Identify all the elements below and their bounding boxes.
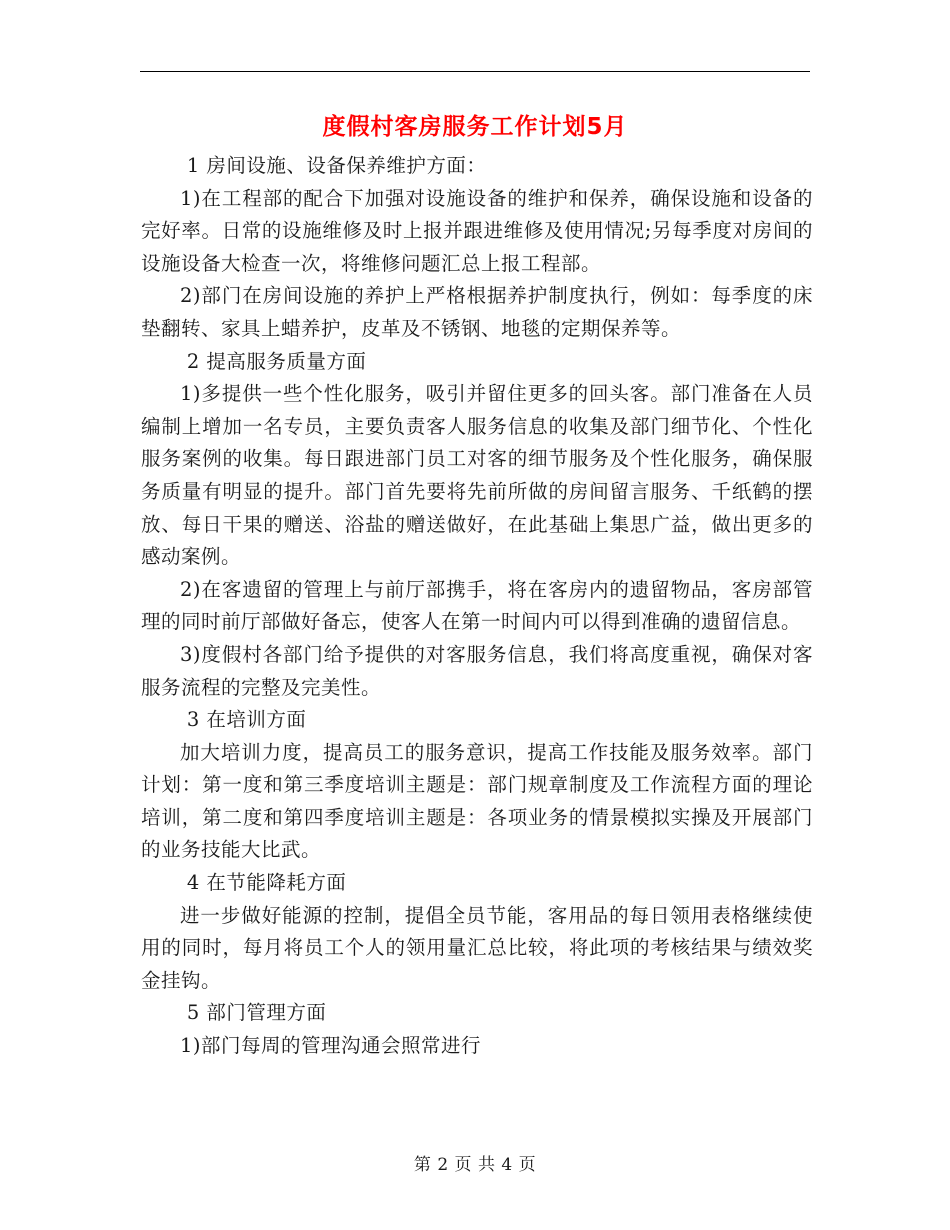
document-body: [141, 150, 813, 1063]
header-rule: [140, 71, 810, 72]
body-paragraph: 加大培训力度，提高员工的服务意识，提高工作技能及服务效率。部门计划：第一度和第三季度培训主题是：部门规章制度及工作流程方面的理论培训，第二度和第四季度培训主题是：各项业务的情景模拟实操及开展部门的业务技能大比武。: [141, 740, 813, 862]
section-heading: 3 在培训方面: [186, 708, 307, 732]
body-paragraph: 2)在客遗留的管理上与前厅部携手，将在客房内的遗留物品，客房部管理的同时前厅部做好备忘，使客人在第一时间内可以得到准确的遗留信息。: [141, 577, 813, 634]
page-number: 第 2 页 共 4 页: [413, 1155, 537, 1175]
body-paragraph: 1)部门每周的管理沟通会照常进行: [180, 1034, 482, 1058]
body-paragraph: 进一步做好能源的控制，提倡全员节能，客用品的每日领用表格继续使用的同时，每月将员工个人的领用量汇总比较，将此项的考核结果与绩效奖金挂钩。: [141, 903, 813, 992]
body-paragraph: 2)部门在房间设施的养护上严格根据养护制度执行，例如：每季度的床垫翻转、家具上蜡养护，皮革及不锈钢、地毯的定期保养等。: [141, 284, 813, 340]
section-heading: 2 提高服务质量方面: [186, 349, 367, 373]
document-title: 度假村客房服务工作计划5月: [322, 114, 628, 140]
section-heading: 5 部门管理方面: [186, 1001, 327, 1025]
section-heading: 1 房间设施、设备保养维护方面：: [186, 154, 487, 177]
section-heading: 4 在节能降耗方面: [186, 871, 347, 895]
body-paragraph: 1)多提供一些个性化服务，吸引并留住更多的回头客。部门准备在人员编制上增加一名专员，主要负责客人服务信息的收集及部门细节化、个性化服务案例的收集。每日跟进部门员工对客的细节服务及个性化服务，确保服务质量有明显的提升。部门首先要将先前所做的房间留言服务、千纸鹤的摆放、每日干果的赠送、浴盐的赠送做好，在此基础上集思广益，做出更多的感动案例。: [141, 382, 813, 569]
body-paragraph: 1)在工程部的配合下加强对设施设备的维护和保养，确保设施和设备的完好率。日常的设施维修及时上报并跟进维修及使用情况;另每季度对房间的设施设备大检查一次，将维修问题汇总上报工程部。: [141, 186, 813, 275]
body-paragraph: 3)度假村各部门给予提供的对客服务信息，我们将高度重视，确保对客服务流程的完整及完美性。: [141, 642, 813, 699]
